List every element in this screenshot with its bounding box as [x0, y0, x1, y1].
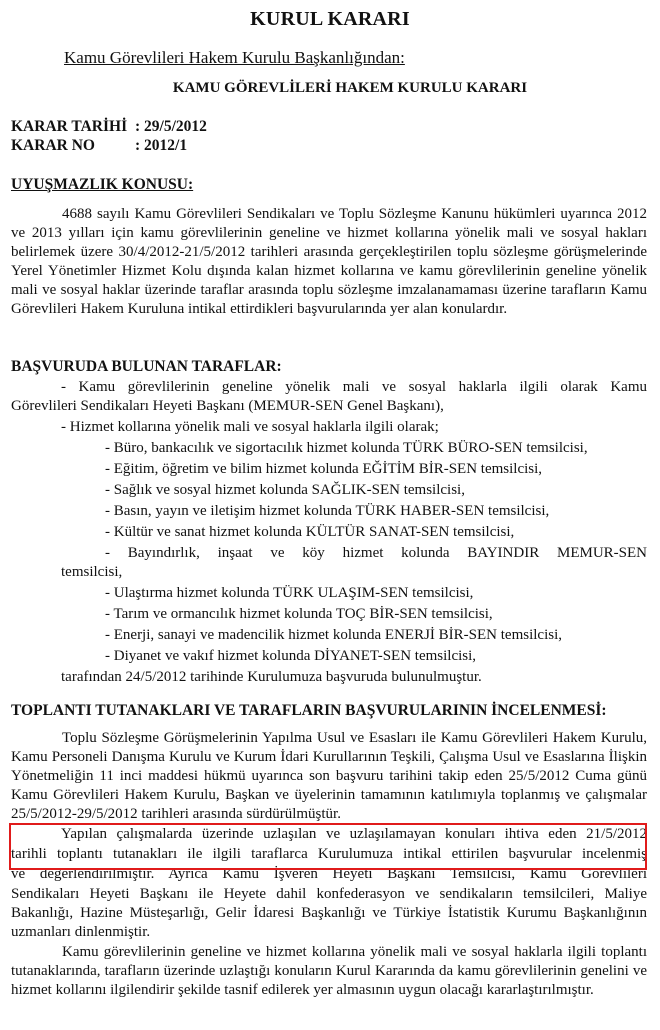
decision-number-value: : 2012/1: [135, 137, 188, 154]
review-paragraph-2-line-1: Yapılan çalışmalarda üzerinde uzlaşılan ve uzlaşılamayan konuları ihtiva eden 21/5/2012: [61, 826, 647, 842]
section-dispute-heading: UYUŞMAZLIK KONUSU:: [11, 176, 194, 193]
list-item: - Ulaştırma hizmet kolunda TÜRK ULAŞIM-SEN temsilcisi,: [105, 585, 474, 601]
list-item: - Bayındırlık, inşaat ve köy hizmet kolunda BAYINDIR MEMUR-SEN: [105, 545, 647, 561]
decision-heading: KAMU GÖREVLİLERİ HAKEM KURULU KARARI: [172, 80, 528, 96]
document-title: KURUL KARARI: [250, 8, 410, 30]
list-item: - Enerji, sanayi ve madencilik hizmet kolunda ENERJİ BİR-SEN temsilcisi,: [105, 627, 562, 643]
applicant-item-2: - Hizmet kollarına yönelik mali ve sosyal haklarla ilgili olarak;: [61, 419, 439, 435]
applicant-item-1a: - Kamu görevlilerinin geneline yönelik mali ve sosyal haklarla ilgili olarak Kamu: [61, 379, 647, 395]
decision-date-value: : 29/5/2012: [135, 118, 207, 135]
list-item: - Sağlık ve sosyal hizmet kolunda SAĞLIK-SEN temsilcisi,: [105, 482, 465, 498]
issuing-authority: Kamu Görevlileri Hakem Kurulu Başkanlığından:: [64, 48, 405, 67]
list-item: - Eğitim, öğretim ve bilim hizmet kolunda EĞİTİM BİR-SEN temsilcisi,: [105, 461, 543, 477]
section-dispute-text: 4688 sayılı Kamu Görevlileri Sendikaları ve Toplu Sözleşme Kanunu hükümleri uyarınca 2012 ve 2013 yılları için kamu görevlilerinin geneline ve hizmet kollarına yönelik mali ve sosyal hakları belirlemek üzere 30/4/2012-21/5/2012 tarihleri arasında gerçekleştirilen toplu sözleşme görüşmelerinde Yerel Yönetimler Hizmet Kolu dışında kalan hizmet kollarına ve kamu görevlilerinin geneline yönelik mali ve sosyal haklar üzerinde taraflar arasında toplu sözleşme imzalanamaması üzerine tarafların Kamu Görevlileri Hakem Kuruluna intikal ettirdikleri başvurularında yer alan konulardır.: [11, 206, 647, 317]
list-item: - Kültür ve sanat hizmet kolunda KÜLTÜR SANAT-SEN temsilcisi,: [105, 524, 515, 540]
applicant-item-1b: Görevlileri Sendikaları Heyeti Başkanı (MEMUR-SEN Genel Başkanı),: [11, 398, 444, 414]
list-item: - Tarım ve ormancılık hizmet kolunda TOÇ BİR-SEN temsilcisi,: [105, 606, 493, 622]
list-item: - Diyanet ve vakıf hizmet kolunda DİYANET-SEN temsilcisi,: [105, 648, 477, 664]
applicants-closing: tarafından 24/5/2012 tarihinde Kurulumuza başvuruda bulunulmuştur.: [61, 669, 482, 685]
decision-date-row: [11, 118, 207, 136]
review-paragraph-2-line-2: tarihli toplantı tutanakları ile ilgili taraflarca Kurulumuza intikal ettirilen başvurular incelenmiş: [11, 846, 647, 862]
review-paragraph-1: Toplu Sözleşme Görüşmelerinin Yapılma Usul ve Esasları ile Kamu Görevlileri Hakem Kurulu, Kamu Personeli Danışma Kurulu ve Kurum İdari Kurullarının Teşkili, Çalışma Usul ve Esaslarına İlişkin Yönetmeliğin 11 inci maddesi hükmü uyarınca son başvuru tarihini takip eden 25/5/2012 Cuma günü Kamu Görevlileri Hakem Kurulu, Başkan ve üyelerinin tamamının katılımıyla toplanmış ve çalışmalar 25/5/2012-29/5/2012 tarihleri arasında sürdürülmüştür.: [11, 730, 647, 822]
decision-date-label: KARAR TARİHİ: [11, 118, 128, 135]
review-paragraph-2-line-3: ve değerlendirilmiştir. Ayrıca Kamu İşveren Heyeti Başkanı Temsilcisi, Kamu Görevlileri: [11, 866, 647, 882]
section-applicants-heading: BAŞVURUDA BULUNAN TARAFLAR:: [11, 358, 282, 375]
list-item: - Büro, bankacılık ve sigortacılık hizmet kolunda TÜRK BÜRO-SEN temsilcisi,: [105, 440, 588, 456]
list-item: temsilcisi,: [61, 564, 123, 580]
review-paragraph-3: Kamu görevlilerinin geneline ve hizmet kollarına yönelik mali ve sosyal haklarla ilgili toplantı tutanaklarında, tarafların üzerinde uzlaştığı konuların Kurul Kararında da kamu görevlilerinin genelini ve hizmet kollarını ilgilendirir şekilde tasnif edilerek yer almasının uygun olacağı kararlaştırılmıştır.: [11, 944, 647, 998]
review-paragraph-2-rest: Sendikaları Heyeti Başkanı ile Heyete dahil konfederasyon ve sendikaların temsilcileri, Maliye Bakanlığı, Hazine Müsteşarlığı, Gelir İdaresi Başkanlığı ve Türkiye İstatistik Kurumu Başkanlığının uzmanları dinlenmiştir.: [11, 886, 647, 940]
decision-number-row: [11, 137, 187, 155]
decision-number-label: KARAR NO: [11, 137, 95, 154]
list-item: - Basın, yayın ve iletişim hizmet kolunda TÜRK HABER-SEN temsilcisi,: [105, 503, 550, 519]
section-review-heading: TOPLANTI TUTANAKLARI VE TARAFLARIN BAŞVURULARININ İNCELENMESİ:: [11, 702, 607, 719]
